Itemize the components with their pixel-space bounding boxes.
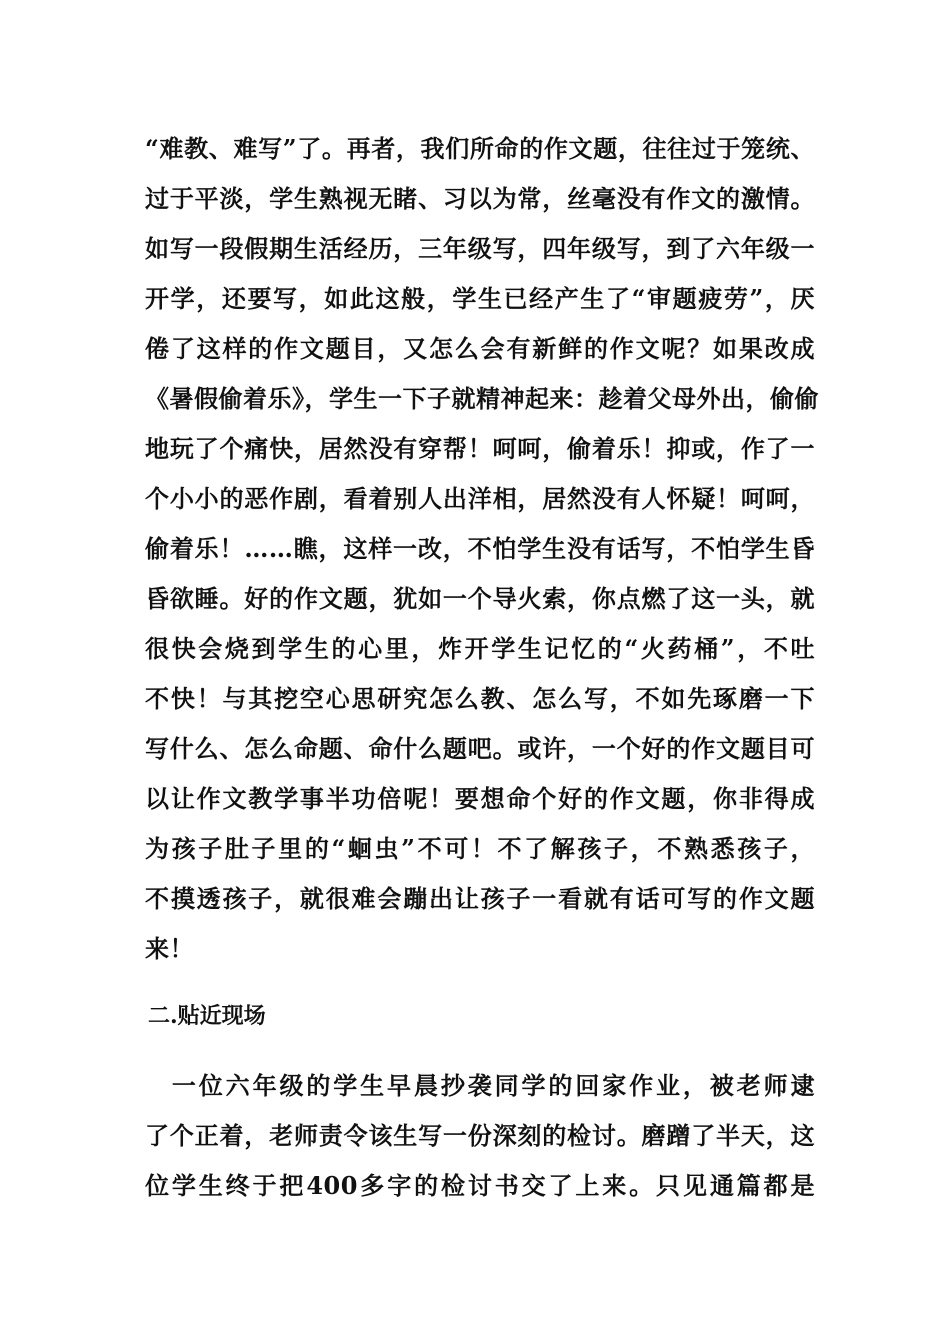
paragraph-line: 为孩子肚子里的“蛔虫”不可！不了解孩子，不熟悉孩子，	[145, 834, 815, 863]
paragraph-line: 昏欲睡。好的作文题，犹如一个导火索，你点燃了这一头，就	[145, 584, 815, 613]
paragraph-line: 地玩了个痛快，居然没有穿帮！呵呵，偷着乐！抑或，作了一	[145, 434, 815, 463]
paragraph-line: 倦了这样的作文题目，又怎么会有新鲜的作文呢？如果改成	[145, 334, 815, 363]
paragraph-line: 一位六年级的学生早晨抄袭同学的回家作业，被老师逮	[145, 1071, 815, 1100]
paragraph-2	[145, 1061, 815, 1211]
paragraph-line: 《暑假偷着乐》，学生一下子就精神起来：趁着父母外出，偷偷	[145, 384, 819, 413]
paragraph-line: 开学，还要写，如此这般，学生已经产生了“审题疲劳”，厌	[145, 284, 815, 313]
paragraph-line: 位学生终于把400多字的检讨书交了上来。只见通篇都是	[145, 1171, 815, 1200]
paragraph-line: 来！	[145, 934, 194, 963]
paragraph-line: 过于平淡，学生熟视无睹、习以为常，丝毫没有作文的激情。	[145, 184, 815, 213]
paragraph-line: 不快！与其挖空心思研究怎么教、怎么写，不如先琢磨一下	[145, 684, 815, 713]
section-heading: 二.贴近现场	[148, 1003, 266, 1029]
paragraph-line: 个小小的恶作剧，看着别人出洋相，居然没有人怀疑！呵呵，	[145, 484, 815, 513]
paragraph-line: 写什么、怎么命题、命什么题吧。或许，一个好的作文题目可	[145, 734, 815, 763]
paragraph-line: 了个正着，老师责令该生写一份深刻的检讨。磨蹭了半天，这	[145, 1121, 815, 1150]
paragraph-line: 偷着乐！……瞧，这样一改，不怕学生没有话写，不怕学生昏	[145, 534, 815, 563]
paragraph-line: 不摸透孩子，就很难会蹦出让孩子一看就有话可写的作文题	[145, 884, 815, 913]
paragraph-line: 如写一段假期生活经历，三年级写，四年级写，到了六年级一	[145, 234, 815, 263]
paragraph-line: “难教、难写”了。再者，我们所命的作文题，往往过于笼统、	[145, 134, 815, 163]
paragraph-1	[145, 124, 819, 974]
paragraph-line: 以让作文教学事半功倍呢！要想命个好的作文题，你非得成	[145, 784, 815, 813]
paragraph-line: 很快会烧到学生的心里，炸开学生记忆的“火药桶”，不吐	[145, 634, 815, 663]
